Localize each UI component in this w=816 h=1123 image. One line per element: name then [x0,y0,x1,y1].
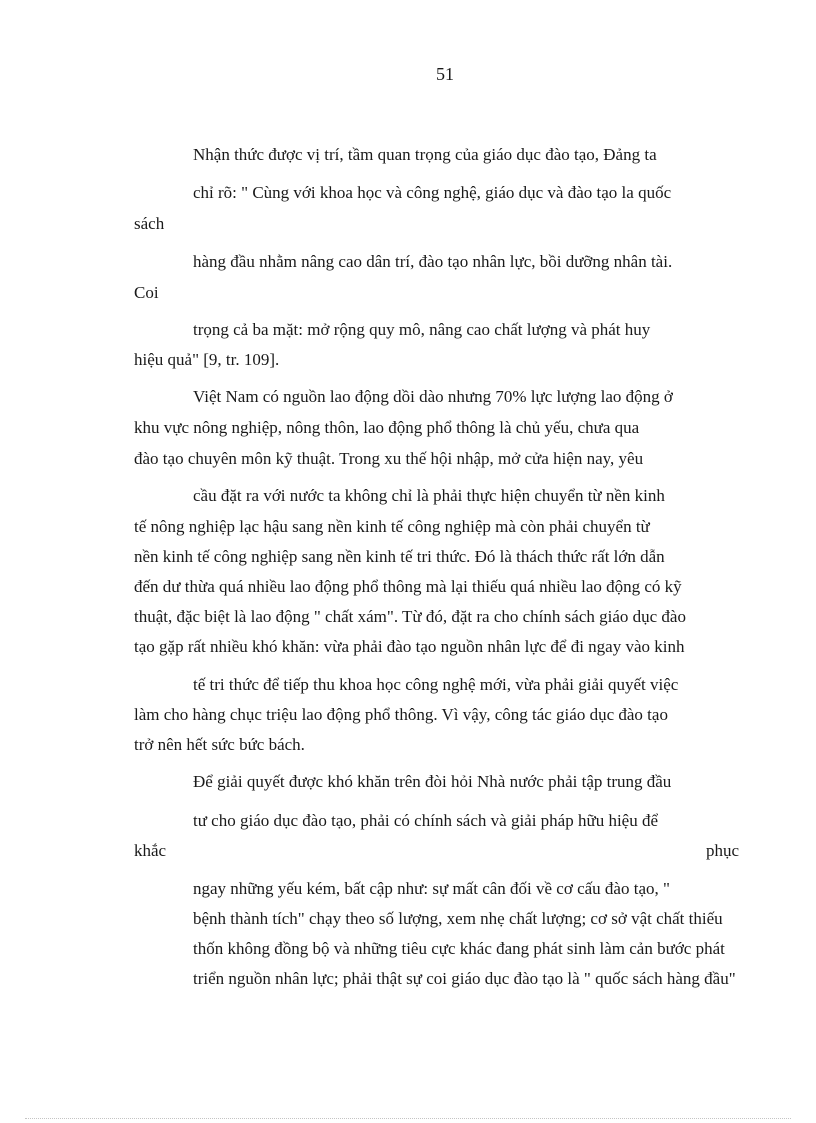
text-line: nền kinh tế công nghiệp sang nền kinh tế tri thức. Đó là thách thức rất lớn dẫn [134,547,665,566]
text-line: Để giải quyết được khó khăn trên đòi hỏi Nhà nước phải tập trung đầu [193,772,672,791]
page-bottom-rule [25,1118,791,1119]
text-line: tạo gặp rất nhiều khó khăn: vừa phải đào tạo nguồn nhân lực để đi ngay vào kinh [134,637,685,656]
text-line: hàng đầu nhằm nâng cao dân trí, đào tạo nhân lực, bồi dưỡng nhân tài. [193,252,673,271]
text-line: triển nguồn nhân lực; phải thật sự coi giáo dục đào tạo là " quốc sách hàng đầu" [193,969,736,988]
text-line-justified [134,841,739,861]
text-word: phục [705,841,739,860]
text-line: đào tạo chuyên môn kỹ thuật. Trong xu thế hội nhập, mở cửa hiện nay, yêu [134,449,644,468]
text-line: hiệu quả" [9, tr. 109]. [134,350,280,369]
text-line: đến dư thừa quá nhiều lao động phổ thông mà lại thiếu quá nhiều lao động có kỹ [134,577,682,596]
text-line: thốn không đồng bộ và những tiêu cực khác đang phát sinh làm cản bước phát [193,939,725,958]
text-line: trở nên hết sức bức bách. [134,735,305,754]
text-line: tế tri thức để tiếp thu khoa học công nghệ mới, vừa phải giải quyết việc [193,675,679,694]
text-line: sách [134,214,165,233]
text-line: cầu đặt ra với nước ta không chỉ là phải thực hiện chuyển từ nền kinh [193,486,665,505]
text-line: thuật, đặc biệt là lao động " chất xám". Từ đó, đặt ra cho chính sách giáo dục đào [134,607,686,626]
text-line: làm cho hàng chục triệu lao động phổ thông. Vì vậy, công tác giáo dục đào tạo [134,705,668,724]
text-line: Nhận thức được vị trí, tầm quan trọng của giáo dục đào tạo, Đảng ta [193,145,657,164]
text-line: chỉ rõ: " Cùng với khoa học và công nghệ, giáo dục và đào tạo la quốc [193,183,672,202]
text-word: khắc [134,841,167,860]
text-line: bệnh thành tích" chạy theo số lượng, xem nhẹ chất lượng; cơ sở vật chất thiếu [193,909,723,928]
text-line: trọng cả ba mặt: mở rộng quy mô, nâng cao chất lượng và phát huy [193,320,651,339]
text-line: khu vực nông nghiệp, nông thôn, lao động phổ thông là chủ yếu, chưa qua [134,418,640,437]
text-line: tư cho giáo dục đào tạo, phải có chính sách và giải pháp hữu hiệu để [193,811,659,830]
text-line: tế nông nghiệp lạc hậu sang nền kinh tế công nghiệp mà còn phải chuyển từ [134,517,650,536]
text-line: ngay những yếu kém, bất cập như: sự mất cân đối về cơ cấu đào tạo, " [193,879,670,898]
page-number: 51 [436,64,454,84]
text-line: Coi [134,283,159,302]
text-line: Việt Nam có nguồn lao động dồi dào nhưng 70% lực lượng lao động ở [193,387,673,406]
